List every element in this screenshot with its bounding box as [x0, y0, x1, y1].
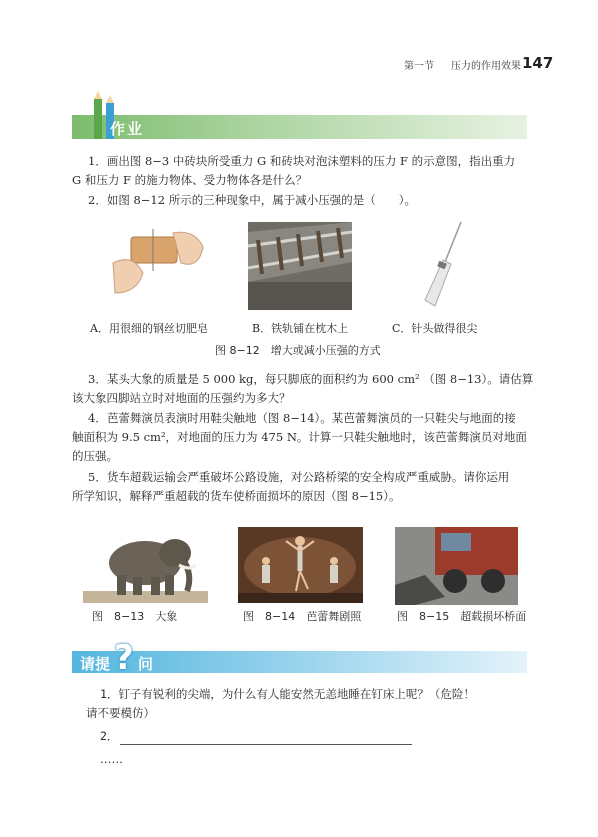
figure-12-title: 图 8−12 增大或减小压强的方式 [215, 344, 381, 357]
question-2: 2．如图 8−12 所示的三种现象中，属于减小压强的是（ ）。 [88, 193, 416, 207]
ask-label-left: 请提 [80, 655, 111, 673]
figure-12-caption-a: A．用很细的钢丝切肥皂 [90, 322, 208, 335]
question-3-line2: 该大象四脚站立时对地面的压强约为多大？ [72, 391, 291, 405]
question-1-line1: 1．画出图 8−3 中砖块所受重力 G 和砖块对泡沫塑料的压力 F 的示意图，指出重力 [88, 154, 516, 168]
question-4-line1: 4．芭蕾舞演员表演时用鞋尖触地（图 8−14）。某芭蕾舞演员的一只鞋尖与地面的接 [88, 411, 516, 425]
page-number: 147 [522, 54, 554, 72]
homework-title: 作业 [110, 120, 145, 138]
question-1-line2: G 和压力 F 的施力物体、受力物体各是什么？ [72, 173, 308, 187]
figure-14-title: 图 8−14 芭蕾舞剧照 [243, 610, 362, 623]
section-title: 压力的作用效果 [451, 61, 521, 72]
section-label: 第一节 [404, 61, 434, 72]
question-4-line3: 的压强。 [72, 449, 118, 463]
ask-ellipsis: …… [100, 752, 123, 766]
ask-label-right: 问 [138, 655, 154, 673]
figure-12-caption-c: C．针头做得很尖 [392, 322, 478, 335]
figure-15-title: 图 8−15 超载损坏桥面 [397, 610, 527, 623]
ballet-image [238, 527, 363, 603]
syringe-needle-image [405, 220, 469, 312]
figure-13-title: 图 8−13 大象 [92, 610, 178, 623]
question-5-line1: 5．货车超载运输会严重破坏公路设施，对公路桥梁的安全构成严重威胁。请你运用 [88, 470, 510, 484]
answer-blank-line[interactable] [120, 744, 412, 745]
elephant-image [83, 525, 208, 603]
damaged-bridge-image [395, 527, 518, 605]
question-3-line1: 3．某头大象的质量是 5 000 kg，每只脚底的面积约为 600 cm² （图 8−13）。请估算 [88, 372, 534, 386]
question-4-line2: 触面积为 9.5 cm²，对地面的压力为 475 N。计算一只鞋尖触地时，该芭蕾舞演员对地面 [72, 430, 527, 444]
question-5-line2: 所学知识，解释严重超载的货车使桥面损坏的原因（图 8−15）。 [72, 489, 401, 503]
question-mark-icon: ? [114, 638, 134, 678]
ask-item-1-line1: 1．钉子有锐利的尖端，为什么有人能安然无恙地睡在钉床上呢？（危险！ [100, 687, 475, 701]
railway-track-image [248, 222, 352, 310]
ask-item-2: 2． [100, 729, 119, 743]
figure-12-caption-b: B．铁轨铺在枕木上 [252, 322, 349, 335]
ask-item-1-line2: 请不要模仿） [86, 706, 155, 720]
soap-cutting-image [103, 223, 211, 305]
